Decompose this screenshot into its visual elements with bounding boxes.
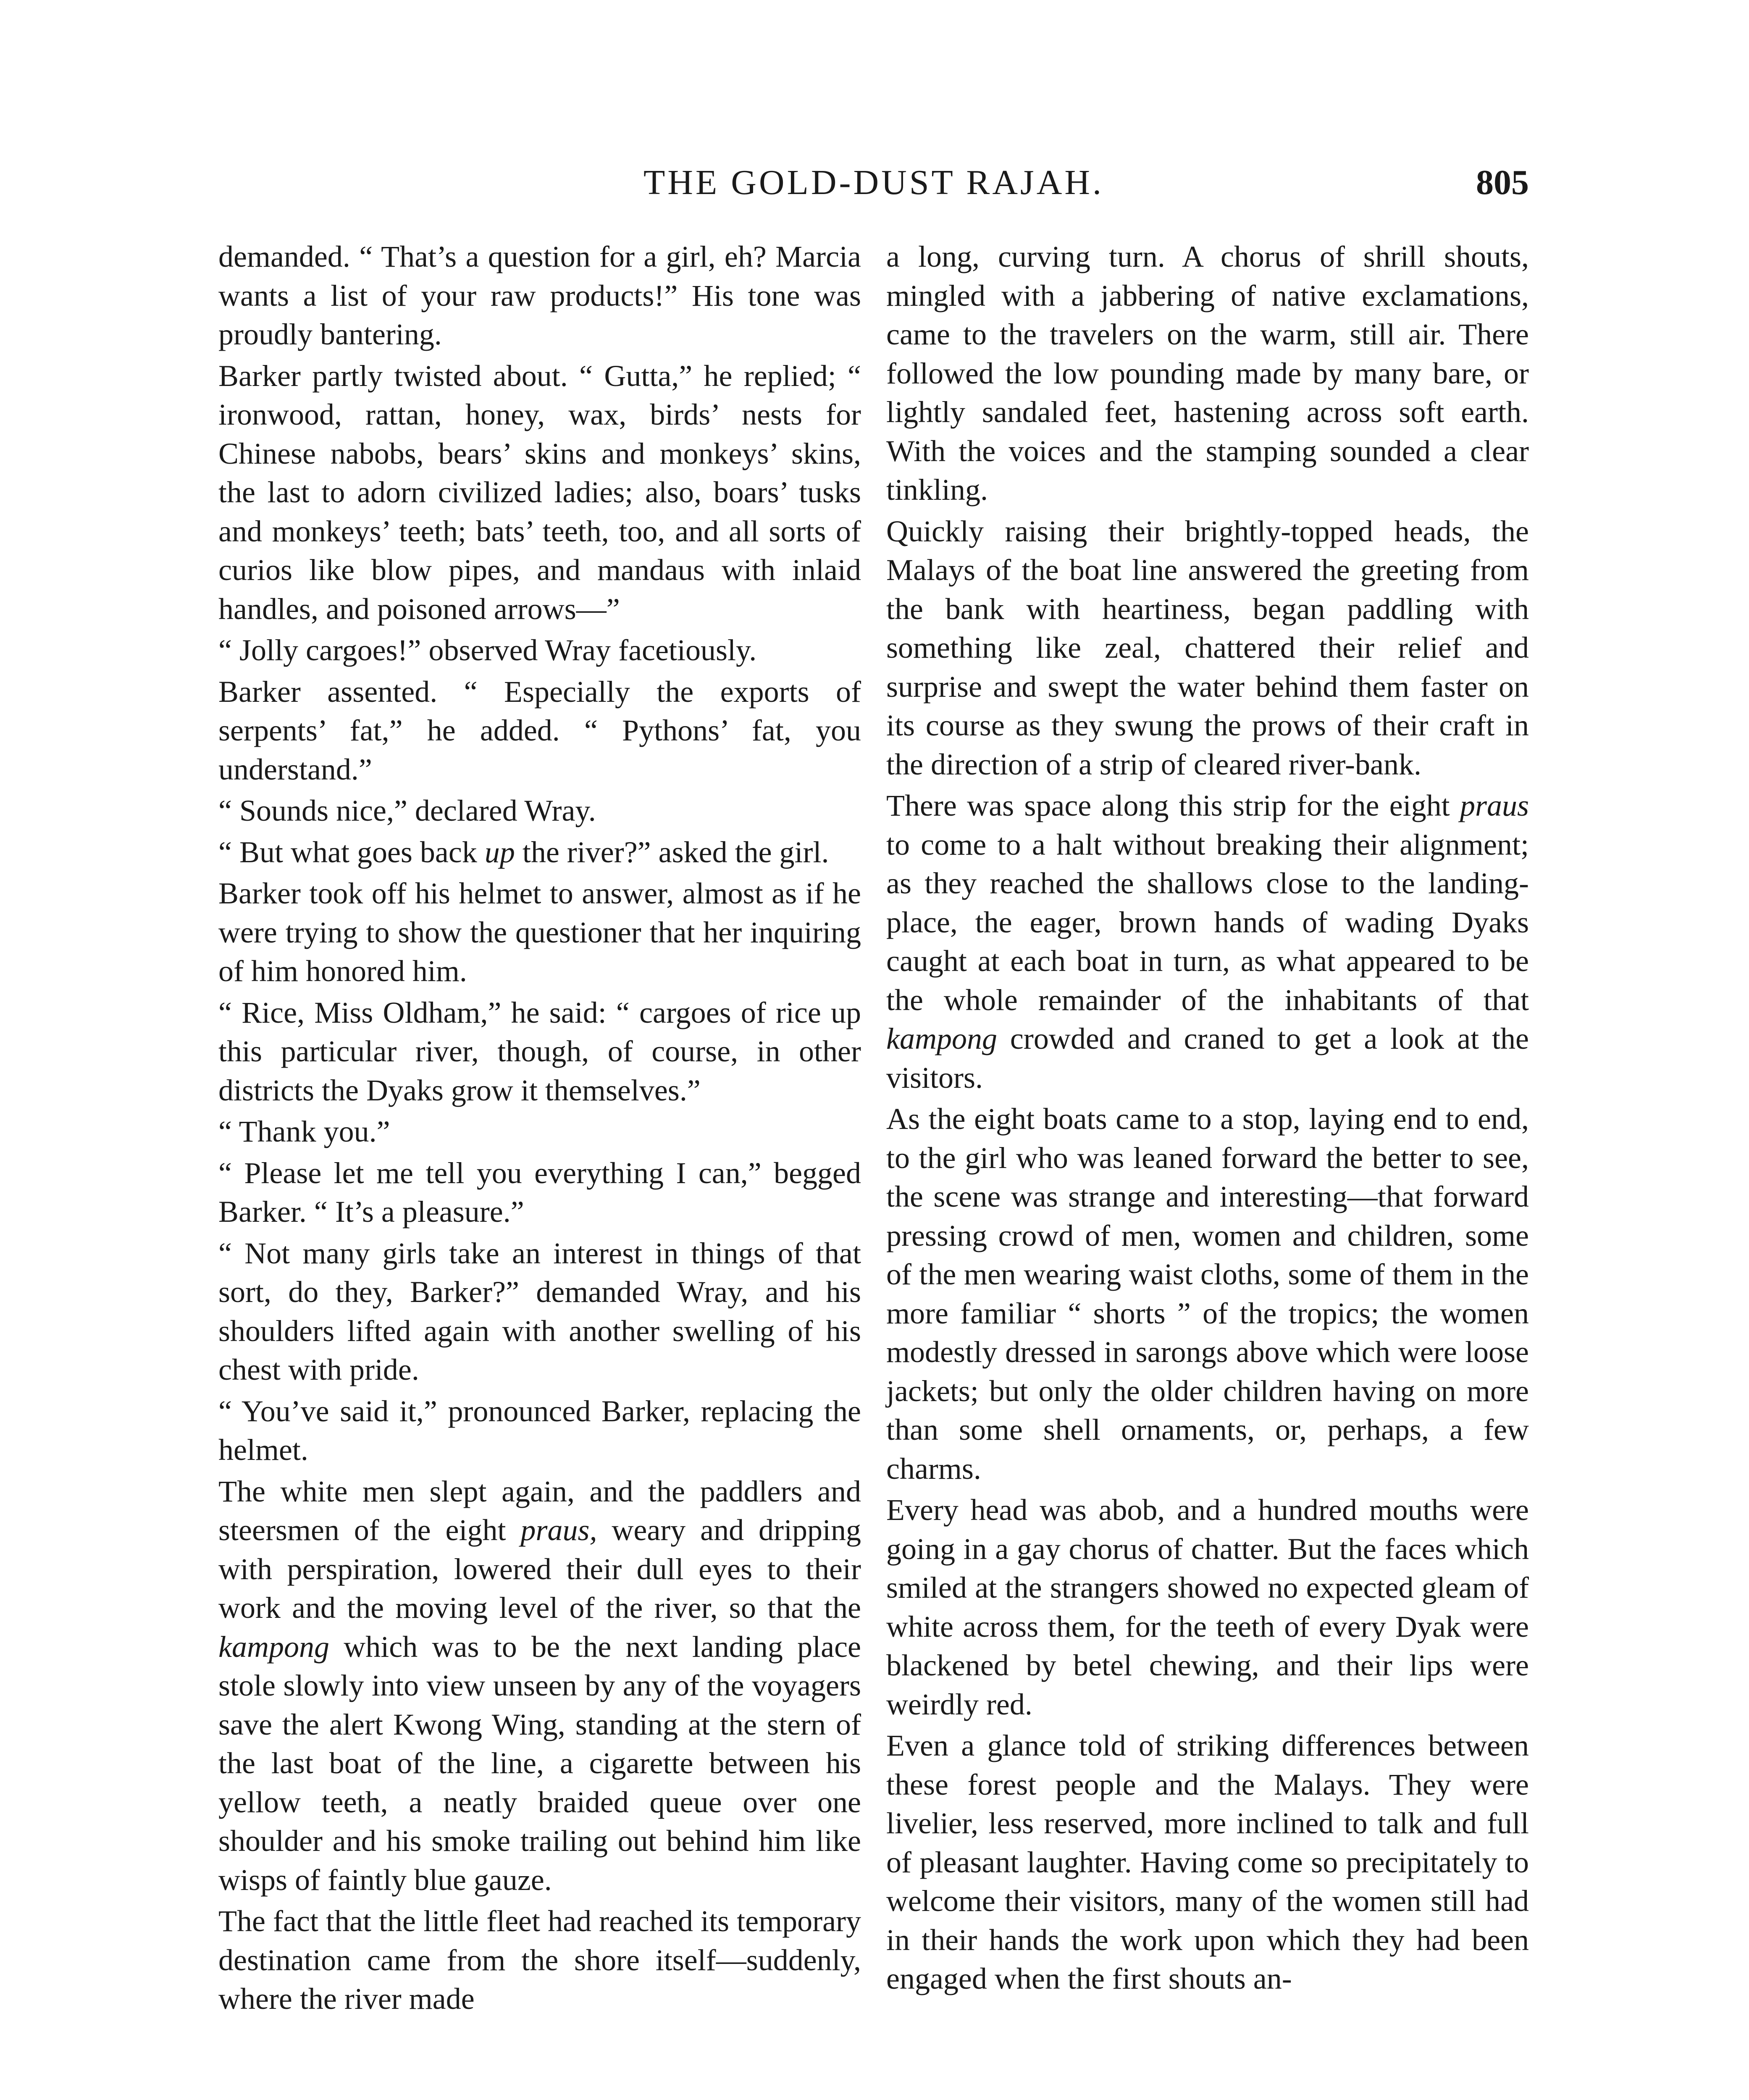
- paragraph: As the eight boats came to a stop, laying end to end, to the girl who was leaned forward the better to see, the scene was strange and interesting—that forward pressing crowd of men, women and children, some of the men wearing waist cloths, some of them in the more familiar “ shorts ” of the tropics; the women modestly dressed in sarongs above which were loose jackets; but only the older children having on more than some shell ornaments, or, perhaps, a few charms.: [886, 1102, 1529, 1486]
- paragraph: Quickly raising their brightly-topped heads, the Malays of the boat line answered the greeting from the bank with heartiness, began paddling with something like zeal, chattered their relief and surprise and swept the water behind them faster on its course as they swung the prows of their craft in the direction of a strip of cleared river-bank.: [886, 514, 1529, 781]
- page-header: [218, 162, 1529, 220]
- paragraph: Barker assented. “ Especially the exports of serpents’ fat,” he added. “ Pythons’ fat, you understand.”: [218, 675, 861, 786]
- running-title: THE GOLD-DUST RAJAH.: [643, 163, 1104, 202]
- text-run: There was space along this strip for the eight: [886, 789, 1460, 822]
- text-run: “ But what goes back: [218, 835, 485, 869]
- paragraph: “ Jolly cargoes!” observed Wray facetiously.: [218, 633, 757, 667]
- left-column: [218, 237, 861, 2019]
- italic-text: kampong: [886, 1022, 997, 1055]
- italic-text: kampong: [218, 1630, 329, 1664]
- paragraph: “ Please let me tell you everything I can,” begged Barker. “ It’s a pleasure.”: [218, 1156, 861, 1228]
- paragraph: [218, 833, 861, 872]
- text-run: The white men slept again, and the paddlers and steersmen of the eight: [218, 1474, 861, 1547]
- paragraph: “ Not many girls take an interest in things of that sort, do they, Barker?” demanded Wray, and his shoulders lifted again with another swelling of his chest with pride.: [218, 1236, 861, 1386]
- paragraph: Barker took off his helmet to answer, almost as if he were trying to show the questioner that her inquiring of him honored him.: [218, 877, 861, 988]
- paragraph: Barker partly twisted about. “ Gutta,” he replied; “ ironwood, rattan, honey, wax, birds’ nests for Chinese nabobs, bears’ skins and monkeys’ skins, the last to adorn civilized ladies; also, boars’ tusks and monkeys’ teeth; bats’ teeth, too, and all sorts of curios like blow pipes, and mandaus with inlaid handles, and poisoned arrows—”: [218, 359, 861, 626]
- text-run: the river?” asked the girl.: [515, 835, 829, 869]
- paragraph: [218, 1472, 861, 1900]
- paragraph: “ Rice, Miss Oldham,” he said: “ cargoes of rice up this particular river, though, of course, in other districts the Dyaks grow it themselves.”: [218, 995, 861, 1107]
- text-run: which was to be the next landing place stole slowly into view unseen by any of the voyagers save the alert Kwong Wing, standing at the stern of the last boat of the line, a cigarette between his yellow teeth, a neatly braided queue over one shoulder and his smoke trailing out behind him like wisps of faintly blue gauze.: [218, 1630, 861, 1897]
- paragraph: demanded. “ That’s a question for a girl, eh? Marcia wants a list of your raw products!” His tone was proudly bantering.: [218, 240, 861, 351]
- italic-text: praus: [1460, 789, 1529, 822]
- text-run: weary and dripping with perspiration, lowered their dull eyes to their work and the moving level of the river, so that the: [218, 1513, 861, 1625]
- paragraph: “ Sounds nice,” declared Wray.: [218, 794, 596, 827]
- paragraph: Even a glance told of striking differences between these forest people and the Malays. They were livelier, less reserved, more inclined to talk and full of pleasant laughter. Having come so precipitately to welcome their visitors, many of the women still had in their hands the work upon which they had been engaged when the first shouts an-: [886, 1729, 1529, 1995]
- paragraph: The fact that the little fleet had reached its temporary destination came from the shore itself—suddenly, where the river made: [218, 1904, 861, 2016]
- paragraph: a long, curving turn. A chorus of shrill shouts, mingled with a jabbering of native exclamations, came to the travelers on the warm, still air. There followed the low pounding made by many bare, or lightly sandaled feet, hastening across soft earth. With the voices and the stamping sounded a clear tinkling.: [886, 240, 1529, 507]
- paragraph: “ Thank you.”: [218, 1115, 390, 1148]
- paragraph: [886, 786, 1529, 1097]
- right-column: [886, 237, 1529, 1998]
- italic-text: up: [484, 835, 515, 869]
- paragraph: “ You’ve said it,” pronounced Barker, replacing the helmet.: [218, 1394, 861, 1467]
- paragraph: Every head was abob, and a hundred mouths were going in a gay chorus of chatter. But the faces which smiled at the strangers showed no expected gleam of white across them, for the teeth of every Dyak were blackened by betel chewing, and their lips were weirdly red.: [886, 1493, 1529, 1721]
- italic-text: praus,: [520, 1513, 597, 1547]
- text-run: crowded and craned to get a look at the visitors.: [886, 1022, 1529, 1095]
- page-number: 805: [1476, 163, 1529, 202]
- text-run: to come to a halt without breaking their alignment; as they reached the shallows close to the landing-place, the eager, brown hands of wading Dyaks caught at each boat in turn, as what appeared to be the whole remainder of the inhabitants of that: [886, 827, 1529, 1017]
